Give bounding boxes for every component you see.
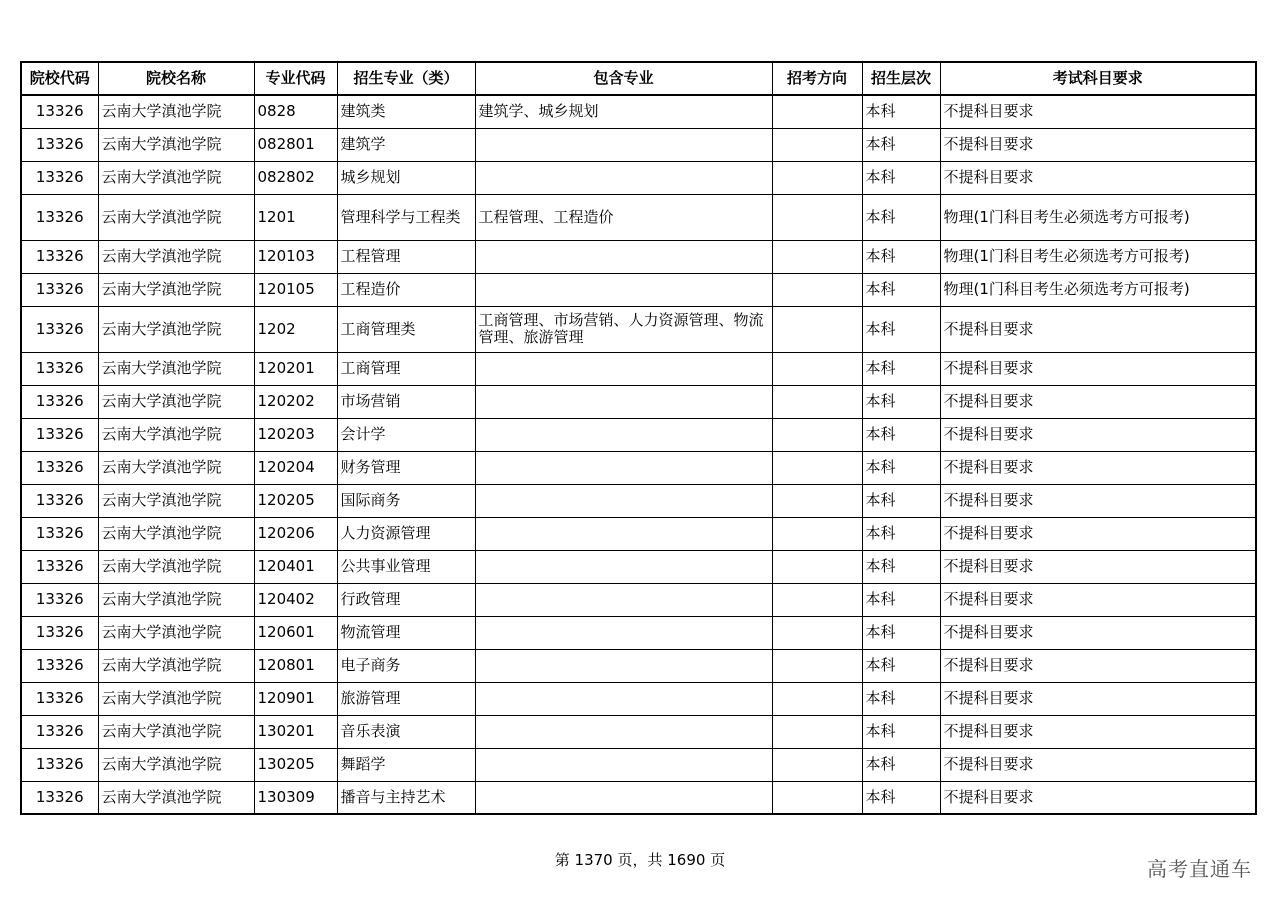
level-cell: 本科	[862, 128, 940, 161]
included-majors-cell	[475, 583, 772, 616]
table-row	[21, 451, 1256, 484]
included-majors-cell	[475, 161, 772, 194]
level-cell: 本科	[862, 781, 940, 814]
table-row	[21, 352, 1256, 385]
major-name-cell: 财务管理	[337, 451, 475, 484]
direction-cell	[772, 418, 862, 451]
school-name-cell: 云南大学滇池学院	[98, 128, 254, 161]
major-name-cell: 市场营销	[337, 385, 475, 418]
direction-cell	[772, 517, 862, 550]
direction-cell	[772, 616, 862, 649]
table-header-row	[21, 62, 1256, 95]
school-name-cell: 云南大学滇池学院	[98, 517, 254, 550]
direction-cell	[772, 649, 862, 682]
table-row	[21, 273, 1256, 306]
major-name-cell: 电子商务	[337, 649, 475, 682]
school-name-cell: 云南大学滇池学院	[98, 616, 254, 649]
school-name-cell: 云南大学滇池学院	[98, 781, 254, 814]
table-row	[21, 306, 1256, 352]
level-header: 招生层次	[862, 62, 940, 95]
school-name-cell: 云南大学滇池学院	[98, 748, 254, 781]
subject-requirement-cell: 不提科目要求	[940, 128, 1256, 161]
major-code-cell: 120204	[254, 451, 337, 484]
school-code-cell: 13326	[21, 616, 98, 649]
school-name-cell: 云南大学滇池学院	[98, 273, 254, 306]
included-majors-cell	[475, 128, 772, 161]
table-row	[21, 385, 1256, 418]
major-name-cell: 舞蹈学	[337, 748, 475, 781]
major-name-cell: 建筑学	[337, 128, 475, 161]
direction-cell	[772, 240, 862, 273]
table-row	[21, 484, 1256, 517]
level-cell: 本科	[862, 517, 940, 550]
major-name-cell: 工商管理类	[337, 306, 475, 352]
major-name-cell: 会计学	[337, 418, 475, 451]
included-majors-cell	[475, 352, 772, 385]
table-row	[21, 649, 1256, 682]
table-body	[21, 95, 1256, 814]
direction-cell	[772, 715, 862, 748]
included-majors-cell	[475, 781, 772, 814]
table-row	[21, 682, 1256, 715]
major-code-cell: 120105	[254, 273, 337, 306]
subject-requirement-cell: 不提科目要求	[940, 161, 1256, 194]
school-code-cell: 13326	[21, 240, 98, 273]
school-code-cell: 13326	[21, 385, 98, 418]
direction-cell	[772, 128, 862, 161]
major-name-cell: 工商管理	[337, 352, 475, 385]
major-code-cell: 120801	[254, 649, 337, 682]
major-code-cell: 1201	[254, 194, 337, 240]
direction-cell	[772, 352, 862, 385]
school-code-cell: 13326	[21, 194, 98, 240]
level-cell: 本科	[862, 273, 940, 306]
major-name-cell: 播音与主持艺术	[337, 781, 475, 814]
included-majors-cell	[475, 649, 772, 682]
page-number: 第 1370 页，共 1690 页	[554, 851, 726, 869]
table-row	[21, 550, 1256, 583]
major-code-cell: 1202	[254, 306, 337, 352]
level-cell: 本科	[862, 484, 940, 517]
school-code-cell: 13326	[21, 781, 98, 814]
major-code-header: 专业代码	[254, 62, 337, 95]
level-cell: 本科	[862, 616, 940, 649]
major-code-cell: 130201	[254, 715, 337, 748]
school-code-cell: 13326	[21, 484, 98, 517]
school-code-cell: 13326	[21, 451, 98, 484]
school-name-cell: 云南大学滇池学院	[98, 306, 254, 352]
table-row	[21, 517, 1256, 550]
included-majors-cell	[475, 240, 772, 273]
major-name-cell: 行政管理	[337, 583, 475, 616]
major-code-cell: 130205	[254, 748, 337, 781]
school-name-cell: 云南大学滇池学院	[98, 682, 254, 715]
table-row	[21, 715, 1256, 748]
major-name-cell: 国际商务	[337, 484, 475, 517]
major-name-cell: 人力资源管理	[337, 517, 475, 550]
school-code-cell: 13326	[21, 517, 98, 550]
subject-requirement-header: 考试科目要求	[940, 62, 1256, 95]
subject-requirement-cell: 不提科目要求	[940, 451, 1256, 484]
school-name-cell: 云南大学滇池学院	[98, 161, 254, 194]
school-code-cell: 13326	[21, 128, 98, 161]
direction-cell	[772, 583, 862, 616]
school-name-cell: 云南大学滇池学院	[98, 649, 254, 682]
direction-cell	[772, 95, 862, 128]
major-code-cell: 120601	[254, 616, 337, 649]
subject-requirement-cell: 不提科目要求	[940, 418, 1256, 451]
school-code-cell: 13326	[21, 748, 98, 781]
major-name-cell: 工程管理	[337, 240, 475, 273]
level-cell: 本科	[862, 715, 940, 748]
subject-requirement-cell: 不提科目要求	[940, 682, 1256, 715]
major-name-cell: 音乐表演	[337, 715, 475, 748]
subject-requirement-cell: 不提科目要求	[940, 550, 1256, 583]
major-code-cell: 082801	[254, 128, 337, 161]
school-name-cell: 云南大学滇池学院	[98, 715, 254, 748]
subject-requirement-cell: 不提科目要求	[940, 616, 1256, 649]
subject-requirement-cell: 不提科目要求	[940, 306, 1256, 352]
included-majors-cell	[475, 682, 772, 715]
included-majors-cell	[475, 715, 772, 748]
major-code-cell: 120401	[254, 550, 337, 583]
major-name-cell: 工程造价	[337, 273, 475, 306]
major-code-cell: 120103	[254, 240, 337, 273]
direction-cell	[772, 550, 862, 583]
level-cell: 本科	[862, 194, 940, 240]
school-name-cell: 云南大学滇池学院	[98, 418, 254, 451]
included-majors-cell: 建筑学、城乡规划	[475, 95, 772, 128]
level-cell: 本科	[862, 583, 940, 616]
subject-requirement-cell: 不提科目要求	[940, 649, 1256, 682]
school-code-cell: 13326	[21, 583, 98, 616]
direction-cell	[772, 682, 862, 715]
included-majors-cell: 工商管理、市场营销、人力资源管理、物流管理、旅游管理	[475, 306, 772, 352]
direction-cell	[772, 451, 862, 484]
direction-cell	[772, 781, 862, 814]
table-row	[21, 418, 1256, 451]
school-code-cell: 13326	[21, 273, 98, 306]
school-code-cell: 13326	[21, 715, 98, 748]
school-code-cell: 13326	[21, 550, 98, 583]
level-cell: 本科	[862, 550, 940, 583]
level-cell: 本科	[862, 240, 940, 273]
subject-requirement-cell: 不提科目要求	[940, 715, 1256, 748]
major-code-cell: 120901	[254, 682, 337, 715]
school-name-cell: 云南大学滇池学院	[98, 550, 254, 583]
table-row	[21, 781, 1256, 814]
school-code-header: 院校代码	[21, 62, 98, 95]
school-name-cell: 云南大学滇池学院	[98, 583, 254, 616]
direction-cell	[772, 306, 862, 352]
table-row	[21, 748, 1256, 781]
table-row	[21, 95, 1256, 128]
included-majors-cell	[475, 748, 772, 781]
included-majors-cell	[475, 418, 772, 451]
major-name-cell: 物流管理	[337, 616, 475, 649]
school-code-cell: 13326	[21, 352, 98, 385]
major-code-cell: 130309	[254, 781, 337, 814]
table-row	[21, 194, 1256, 240]
major-code-cell: 120205	[254, 484, 337, 517]
major-name-cell: 城乡规划	[337, 161, 475, 194]
major-name-cell: 管理科学与工程类	[337, 194, 475, 240]
school-name-cell: 云南大学滇池学院	[98, 352, 254, 385]
subject-requirement-cell: 不提科目要求	[940, 781, 1256, 814]
school-name-cell: 云南大学滇池学院	[98, 240, 254, 273]
level-cell: 本科	[862, 682, 940, 715]
major-code-cell: 120206	[254, 517, 337, 550]
level-cell: 本科	[862, 418, 940, 451]
included-majors-cell	[475, 273, 772, 306]
direction-cell	[772, 748, 862, 781]
level-cell: 本科	[862, 451, 940, 484]
included-majors-cell: 工程管理、工程造价	[475, 194, 772, 240]
subject-requirement-cell: 不提科目要求	[940, 517, 1256, 550]
direction-cell	[772, 484, 862, 517]
direction-cell	[772, 194, 862, 240]
included-majors-cell	[475, 517, 772, 550]
included-majors-cell	[475, 451, 772, 484]
school-name-header: 院校名称	[98, 62, 254, 95]
included-majors-cell	[475, 484, 772, 517]
enrollment-table	[20, 61, 1257, 815]
subject-requirement-cell: 不提科目要求	[940, 385, 1256, 418]
direction-cell	[772, 161, 862, 194]
major-code-cell: 082802	[254, 161, 337, 194]
school-code-cell: 13326	[21, 95, 98, 128]
school-code-cell: 13326	[21, 649, 98, 682]
major-name-header: 招生专业（类）	[337, 62, 475, 95]
major-code-cell: 120402	[254, 583, 337, 616]
subject-requirement-cell: 不提科目要求	[940, 583, 1256, 616]
major-code-cell: 0828	[254, 95, 337, 128]
major-code-cell: 120203	[254, 418, 337, 451]
direction-cell	[772, 385, 862, 418]
included-majors-cell	[475, 385, 772, 418]
subject-requirement-cell: 物理(1门科目考生必须选考方可报考)	[940, 240, 1256, 273]
school-code-cell: 13326	[21, 682, 98, 715]
major-code-cell: 120202	[254, 385, 337, 418]
subject-requirement-cell: 不提科目要求	[940, 748, 1256, 781]
major-name-cell: 公共事业管理	[337, 550, 475, 583]
major-code-cell: 120201	[254, 352, 337, 385]
school-name-cell: 云南大学滇池学院	[98, 385, 254, 418]
level-cell: 本科	[862, 748, 940, 781]
table-row	[21, 616, 1256, 649]
level-cell: 本科	[862, 385, 940, 418]
table-row	[21, 240, 1256, 273]
school-code-cell: 13326	[21, 418, 98, 451]
included-majors-cell	[475, 550, 772, 583]
table-row	[21, 583, 1256, 616]
major-name-cell: 旅游管理	[337, 682, 475, 715]
subject-requirement-cell: 物理(1门科目考生必须选考方可报考)	[940, 194, 1256, 240]
table-row	[21, 161, 1256, 194]
subject-requirement-cell: 不提科目要求	[940, 352, 1256, 385]
included-majors-header: 包含专业	[475, 62, 772, 95]
school-name-cell: 云南大学滇池学院	[98, 194, 254, 240]
school-name-cell: 云南大学滇池学院	[98, 95, 254, 128]
school-code-cell: 13326	[21, 306, 98, 352]
subject-requirement-cell: 不提科目要求	[940, 484, 1256, 517]
school-code-cell: 13326	[21, 161, 98, 194]
level-cell: 本科	[862, 306, 940, 352]
level-cell: 本科	[862, 352, 940, 385]
level-cell: 本科	[862, 649, 940, 682]
included-majors-cell	[475, 616, 772, 649]
subject-requirement-cell: 不提科目要求	[940, 95, 1256, 128]
direction-header: 招考方向	[772, 62, 862, 95]
level-cell: 本科	[862, 95, 940, 128]
direction-cell	[772, 273, 862, 306]
school-name-cell: 云南大学滇池学院	[98, 451, 254, 484]
school-name-cell: 云南大学滇池学院	[98, 484, 254, 517]
major-name-cell: 建筑类	[337, 95, 475, 128]
table-row	[21, 128, 1256, 161]
subject-requirement-cell: 物理(1门科目考生必须选考方可报考)	[940, 273, 1256, 306]
watermark-logo-text: 高考直通车	[1147, 857, 1252, 881]
level-cell: 本科	[862, 161, 940, 194]
